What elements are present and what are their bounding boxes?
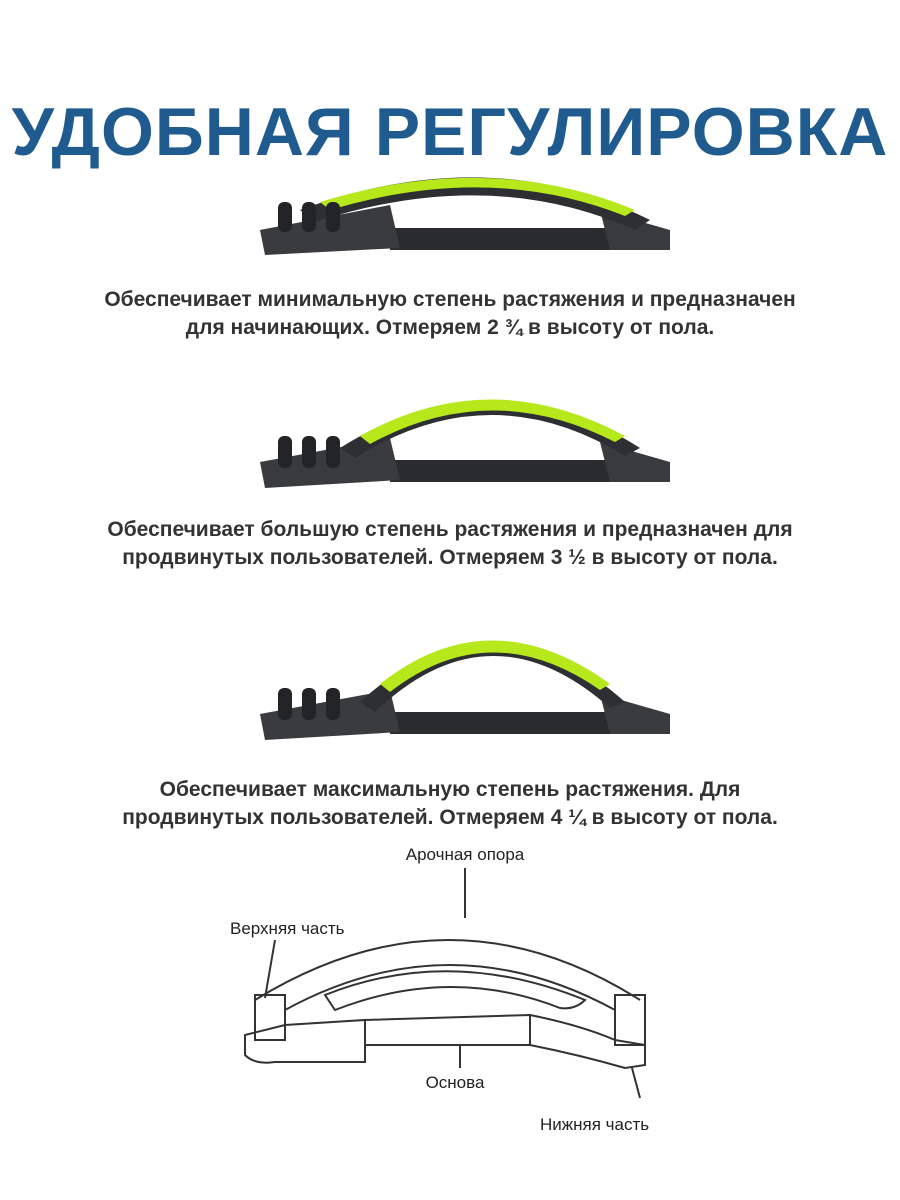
caption-level-3-line-1: Обеспечивает максимальную степень растяжения. Для <box>159 778 741 801</box>
caption-level-1-line-1: Обеспечивает минимальную степень растяжения и предназначен <box>104 288 796 311</box>
base <box>365 1015 530 1045</box>
top-part <box>255 995 285 1040</box>
label-bottom-part: Нижняя часть <box>540 1115 650 1134</box>
caption-level-3-line-2: продвинутых пользователей. Отмеряем 4 ¼ в высоту от пола. <box>122 806 778 829</box>
label-base: Основа <box>425 1073 485 1092</box>
caption-level-1-line-2: для начинающих. Отмеряем 2 ¾ в высоту от пола. <box>185 316 715 339</box>
label-arch-support: Арочная опора <box>405 845 525 864</box>
label-top-part: Верхняя часть <box>230 919 345 938</box>
parts-diagram <box>200 840 700 1160</box>
arch-outer <box>255 940 640 1000</box>
caption-level-1 <box>40 286 860 342</box>
caption-level-3 <box>40 776 860 832</box>
stretcher-image-level-3 <box>240 622 680 752</box>
caption-level-2 <box>40 516 860 572</box>
page-title: УДОБНАЯ РЕГУЛИРОВКА <box>11 93 889 170</box>
right-end <box>615 995 645 1045</box>
caption-level-2-line-2: продвинутых пользователей. Отмеряем 3 ½ в высоту от пола. <box>122 546 778 569</box>
stretcher-image-level-2 <box>240 378 680 498</box>
stretcher-image-level-1 <box>240 150 680 265</box>
caption-level-2-line-1: Обеспечивает большую степень растяжения и предназначен для <box>107 518 793 541</box>
bottom-part <box>530 1015 645 1068</box>
base-left <box>245 1020 365 1063</box>
